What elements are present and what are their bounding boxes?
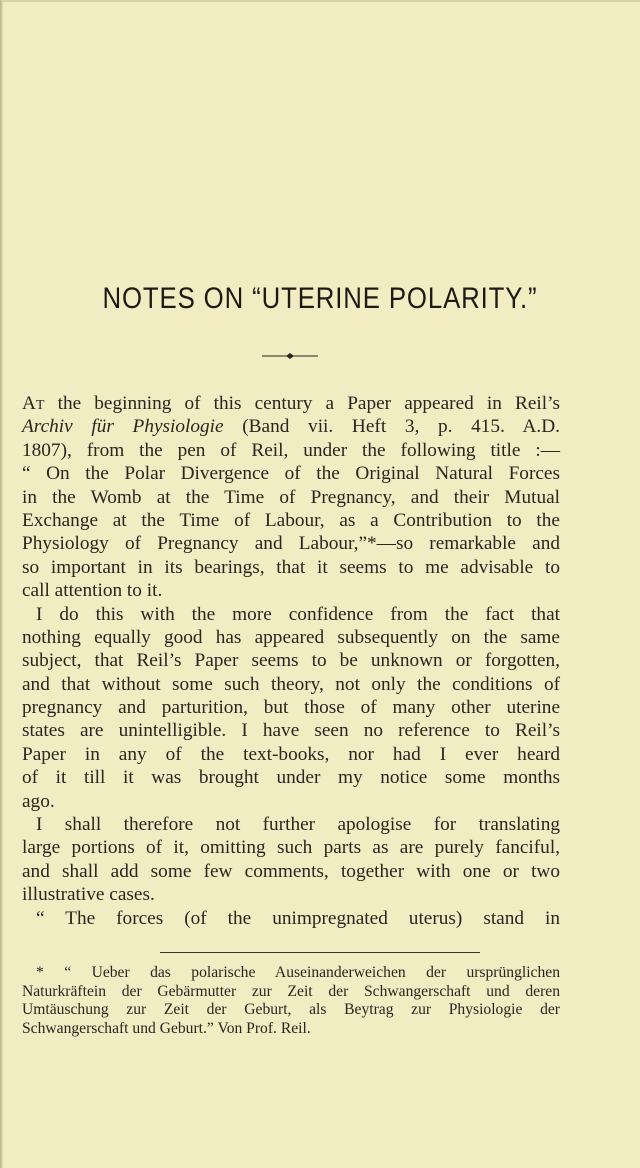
body-line [22,836,560,859]
body-line-text: ago. [22,790,55,812]
body-line [22,439,560,462]
body-line [22,883,560,906]
body-line [22,766,560,789]
footnote [22,964,560,1038]
body-line-text: (Band vii. Heft 3, p. 415. A.D. [223,416,560,438]
body-line [22,509,560,532]
body-line-text: I do this with the more confidence from the fact that [36,603,560,625]
body-line [22,532,560,555]
body-line-text: subject, that Reil’s Paper seems to be unknown or forgotten, [22,650,560,672]
body-line-text: so important in its bearings, that it seems to me advisable to [22,556,560,578]
diamond-rule-ornament-icon [262,352,318,360]
body-line [22,415,560,438]
body-line-text: nothing equally good has appeared subsequently on the same [22,626,560,648]
body-line [22,696,560,719]
body-line-text: Archiv für Physiologie [22,416,224,438]
body-line [22,556,560,579]
footnote-line: Schwangerschaft und Geburt.” Von Prof. Reil. [22,1019,311,1037]
body-line-text: large portions of it, omitting such parts as are purely fanciful, [22,837,560,859]
body-line-text: illustrative cases. [22,884,155,906]
body-line-text: Exchange at the Time of Labour, as a Contribution to the [22,509,560,531]
body-line-text: of it till it was brought under my notice some months [22,767,560,789]
body-line-text: and shall add some few comments, together with one or two [22,860,560,882]
footnote-line: Naturkräftein der Gebärmutter zur Zeit der Schwangerschaft und deren [22,982,560,1000]
body-line-text: and that without some such theory, not only the conditions of [22,673,560,695]
page-top-edge [0,0,640,2]
body-line [22,813,560,836]
footnote-line: Umtäuschung zur Zeit der Geburt, als Beytrag zur Physiologie der [22,1001,560,1019]
body-line-text: the beginning of this century a Paper appeared in Reil’s [44,393,560,414]
body-line [22,603,560,626]
body-line [22,579,560,602]
body-line-text: “ On the Polar Divergence of the Original Natural Forces [22,463,560,485]
body-line-text: “ The forces (of the unimpregnated uterus) stand in [36,907,560,929]
page-left-edge [0,0,3,1168]
body-line-text: Physiology of Pregnancy and Labour,”*—so remarkable and [22,533,560,555]
body-line [22,626,560,649]
body-line-text: in the Womb at the Time of Pregnancy, and their Mutual [22,486,560,508]
body-line-text: I shall therefore not further apologise for translating [36,814,560,836]
body-line [22,719,560,742]
body-line [22,860,560,883]
body-line-text: states are unintelligible. I have seen no reference to Reil’s [22,720,560,742]
footnote-rule [160,952,480,953]
body-line [22,392,560,415]
body-line [22,907,560,930]
body-text [22,392,560,930]
body-line [22,673,560,696]
page-title: NOTES ON “UTERINE POLARITY.” [102,282,538,315]
body-line-text: 1807), from the pen of Reil, under the following title :— [22,439,560,461]
body-line [22,649,560,672]
body-line [22,790,560,813]
body-line-text: At [22,393,45,414]
footnote-line: * “ Ueber das polarische Auseinanderweichen der ursprünglichen [36,964,560,981]
body-line [22,462,560,485]
body-line-text: call attention to it. [22,580,163,602]
body-line [22,486,560,509]
body-line-text: pregnancy and parturition, but those of many other uterine [22,697,560,719]
body-line-text: Paper in any of the text-books, nor had I ever heard [22,743,560,765]
body-line [22,743,560,766]
